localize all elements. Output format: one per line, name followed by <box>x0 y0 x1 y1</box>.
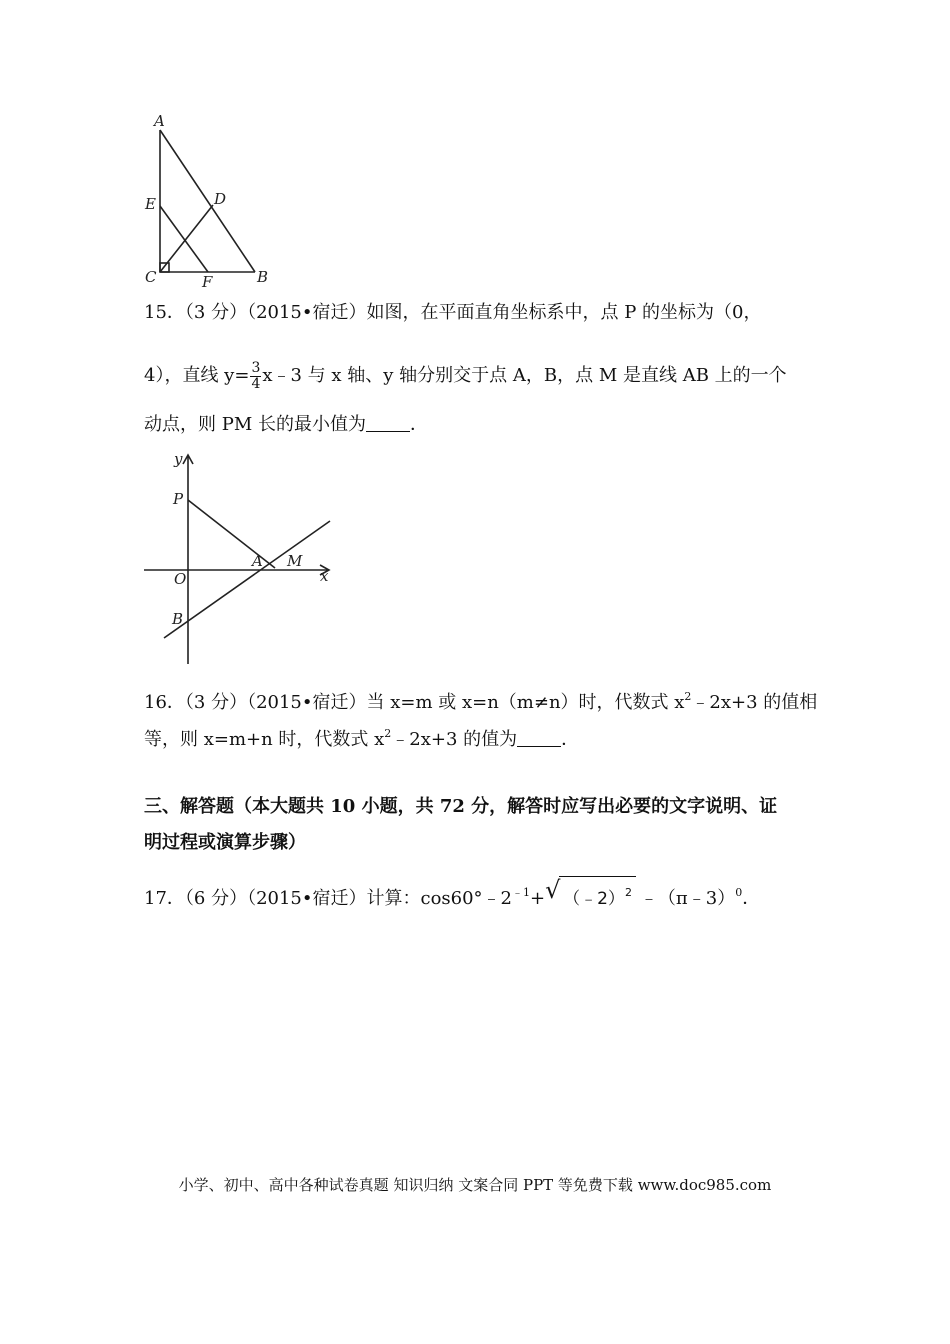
fraction-three-quarters: $\frac{3}{4}$ <box>251 359 261 392</box>
q15-line1: 15．（3 分）（2015•宿迁）如图，在平面直角坐标系中，点 P 的坐标为（0， <box>144 302 762 323</box>
q17-line: 17．（6 分）（2015•宿迁）计算：$\cos 60^\circ﹣2^{﹣1}+$ √ （﹣2）$^2$ ﹣（π﹣3）$^0$． <box>144 876 760 908</box>
radical-sign-icon: √ <box>545 876 561 904</box>
answer-blank <box>366 413 410 432</box>
label-f: F <box>202 273 213 291</box>
label-p: P <box>173 490 184 508</box>
triangle-figure <box>140 112 280 292</box>
label-e: E <box>145 195 156 213</box>
label-b: B <box>257 268 269 286</box>
label-b2: B <box>172 610 184 628</box>
q15-line3: 动点，则 PM 长的最小值为 ． <box>144 414 428 435</box>
label-a2: A <box>252 552 263 570</box>
label-d: D <box>214 190 227 208</box>
label-c: C <box>145 268 157 286</box>
q16-line1: 16．（3 分）（2015•宿迁）当 x=m 或 x=n（m≠n）时，代数式 $x^2﹣2x+3$ 的值相 <box>144 690 818 713</box>
q16-line2: 等，则 x=m+n 时，代数式 $x^2﹣2x+3$ 的值为 ． <box>144 727 580 750</box>
q15-line2: 4），直线 y= $\frac{3}{4}$ x﹣3 与 x 轴、y 轴分别交于点 A，B，点 M 是直线 AB 上的一个 <box>144 359 787 392</box>
label-a: A <box>154 112 165 130</box>
label-m: M <box>287 552 303 570</box>
coordinate-figure <box>140 450 340 670</box>
label-o: O <box>174 570 187 588</box>
label-y: y <box>174 450 183 468</box>
answer-blank <box>517 728 561 747</box>
label-x: x <box>320 567 329 585</box>
square-root: √ （﹣2）$^2$ <box>545 876 636 915</box>
page-footer: 小学、初中、高中各种试卷真题 知识归纳 文案合同 PPT 等免费下载 www.doc985.com <box>178 1176 772 1194</box>
section-heading-line1: 三、解答题（本大题共 10 小题，共 72 分，解答时应写出必要的文字说明、证 <box>144 796 778 817</box>
section-heading-line2: 明过程或演算步骤） <box>144 832 306 853</box>
